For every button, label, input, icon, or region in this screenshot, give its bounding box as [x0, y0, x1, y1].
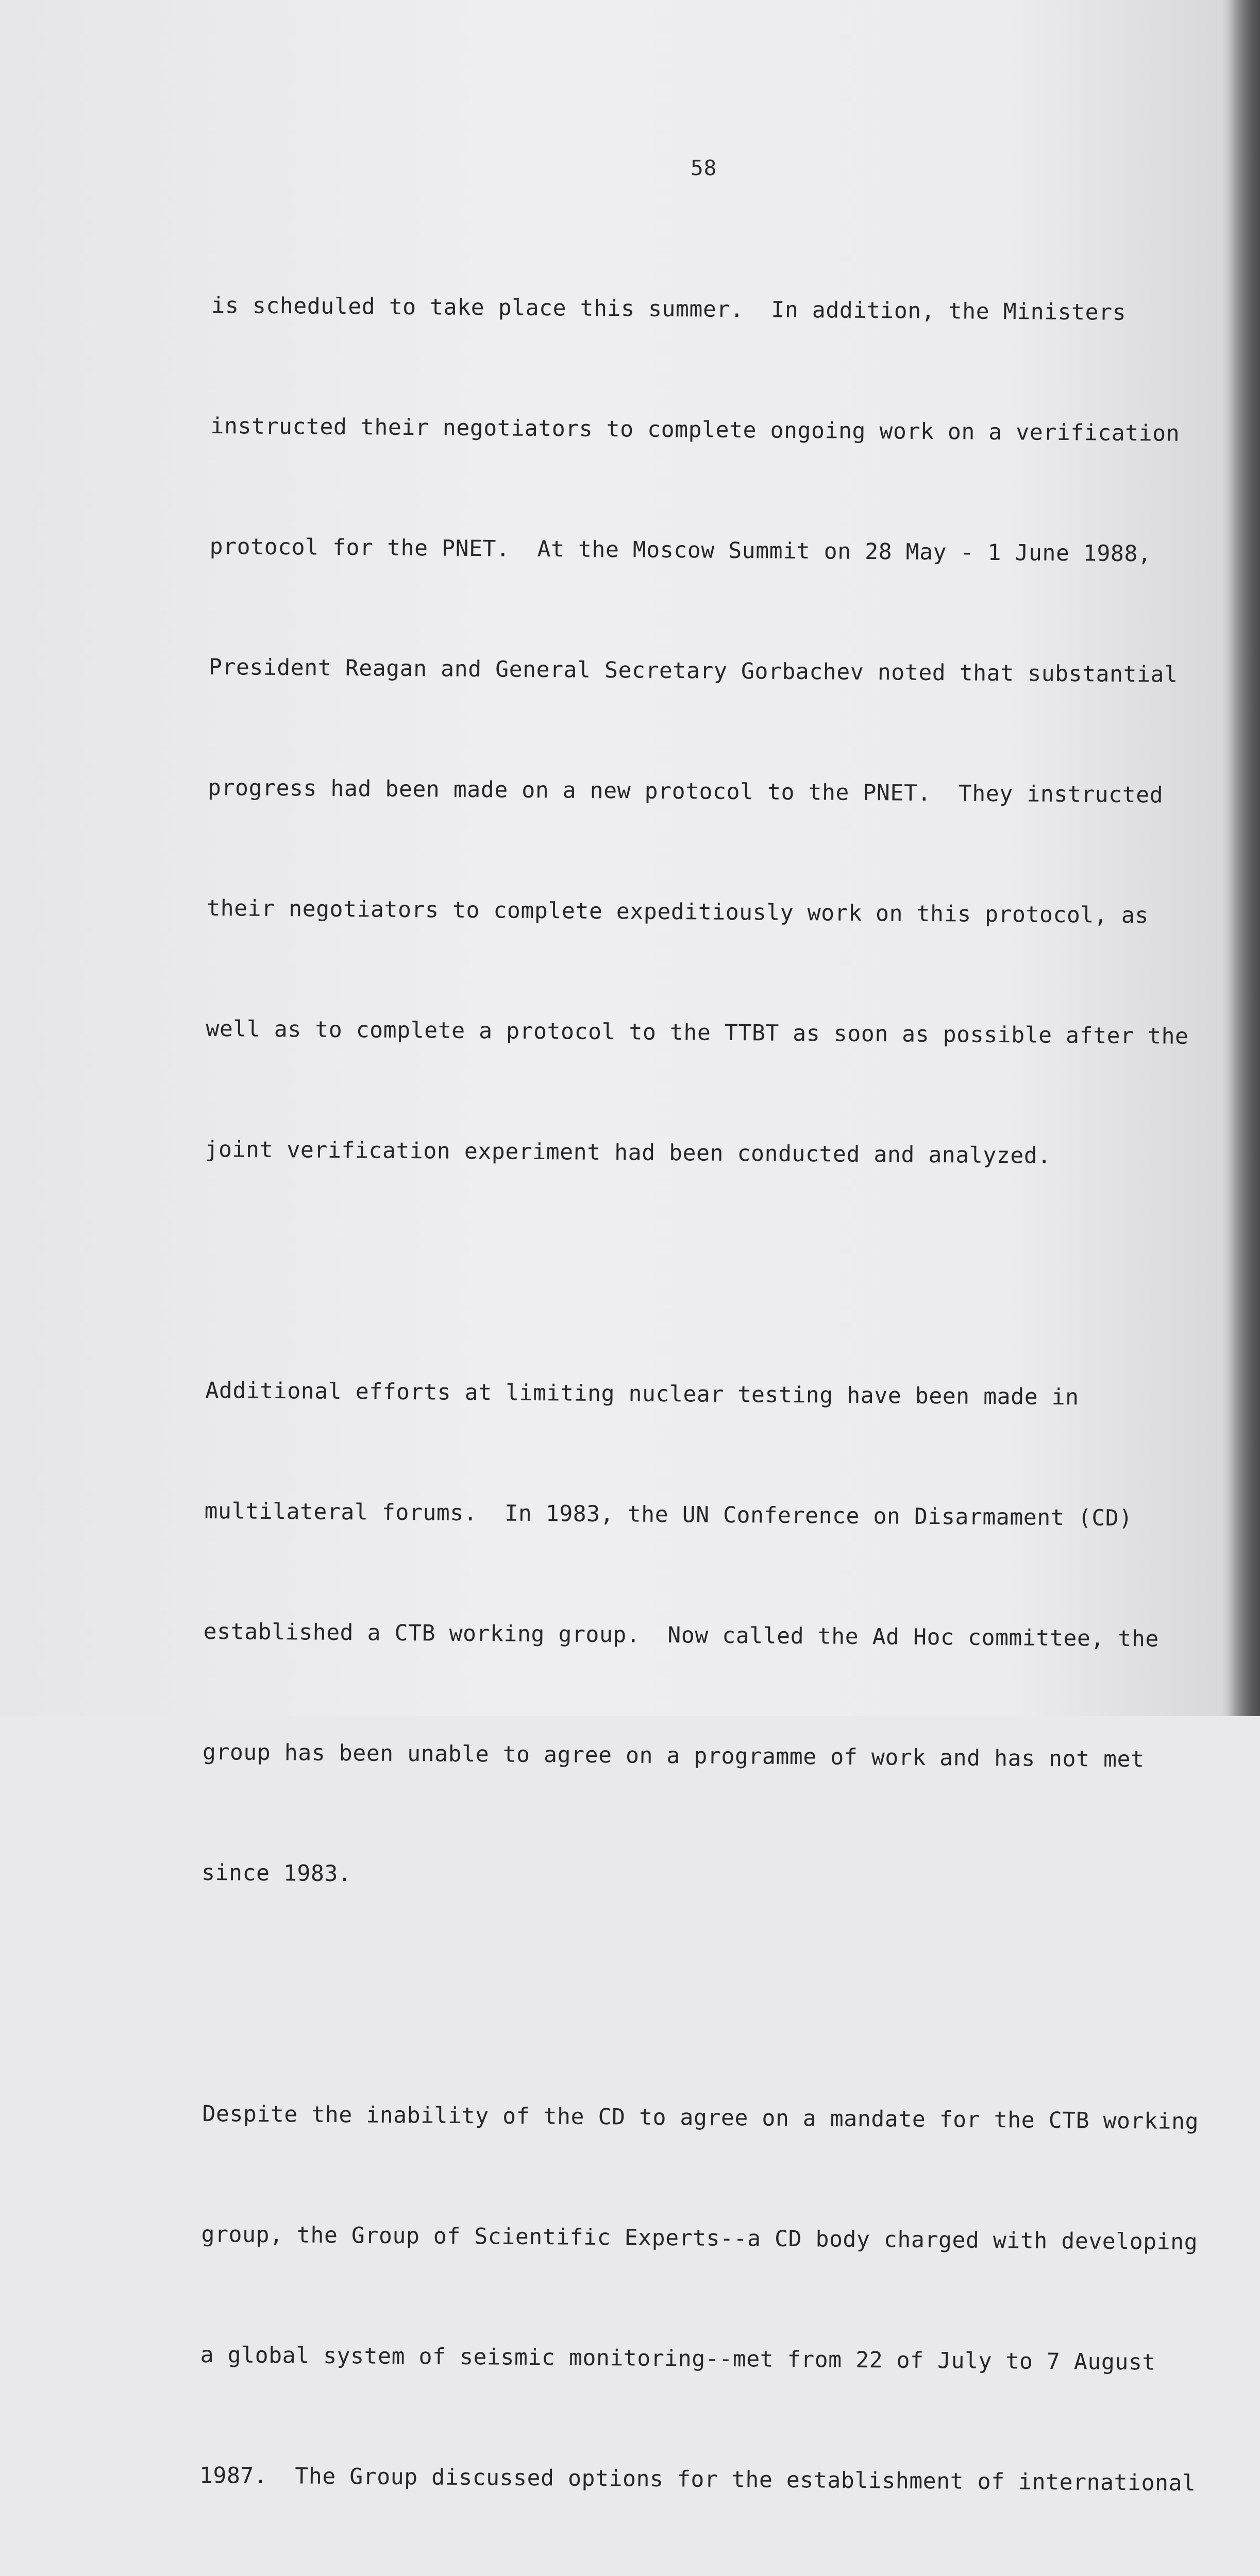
paragraph-2 — [201, 1290, 1189, 1981]
text-line: since 1983. — [201, 1853, 1185, 1901]
page-edge-shadow — [1229, 0, 1260, 1716]
text-line: President Reagan and General Secretary Gorbachev noted that substantial — [209, 647, 1186, 695]
text-line: a global system of seismic monitoring--met from 22 of July to 7 August — [200, 2335, 1187, 2383]
text-line: well as to complete a protocol to the TTBT as soon as possible after the — [206, 1009, 1183, 1057]
text-line: their negotiators to complete expeditiously work on this protocol, as — [207, 888, 1184, 936]
body-text — [210, 205, 1189, 2576]
text-line: established a CTB working group. Now called the Ad Hoc committee, the — [203, 1612, 1187, 1659]
paragraph-1 — [204, 205, 1189, 1258]
text-line: 1987. The Group discussed options for the establishment of international — [199, 2455, 1186, 2503]
text-line: joint verification experiment had been conducted and analyzed. — [205, 1129, 1182, 1177]
text-line: multilateral forums. In 1983, the UN Conference on Disarmament (CD) — [204, 1491, 1188, 1539]
text-line: Additional efforts at limiting nuclear testing have been made in — [205, 1370, 1189, 1418]
text-line: group, the Group of Scientific Experts--a CD body charged with developing — [201, 2214, 1188, 2262]
text-line: protocol for the PNET. At the Moscow Summit on 28 May - 1 June 1988, — [209, 527, 1187, 574]
text-line: group has been unable to agree on a programme of work and has not met — [203, 1732, 1186, 1780]
page-number: 58 — [691, 156, 717, 180]
text-line: instructed their negotiators to complete ongoing work on a verification — [210, 406, 1188, 454]
paragraph-3 — [191, 2013, 1189, 2576]
text-line: progress had been made on a new protocol to the PNET. They instructed — [208, 768, 1185, 816]
text-line: Despite the inability of the CD to agree on a mandate for the CTB working — [202, 2094, 1189, 2142]
text-line: is scheduled to take place this summer. In addition, the Ministers — [211, 285, 1189, 333]
